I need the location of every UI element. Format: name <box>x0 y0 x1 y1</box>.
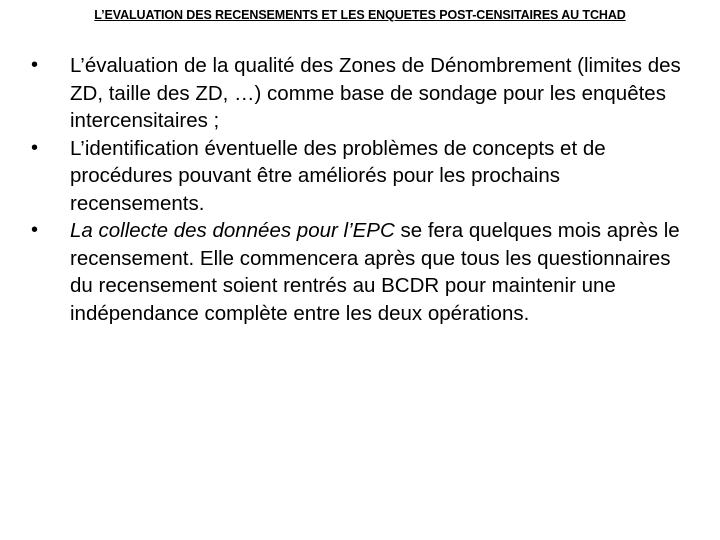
bullet-icon: • <box>31 54 39 76</box>
bullet-item-concepts <box>28 135 698 218</box>
bullet-emphasis: La collecte des données pour l’EPC <box>70 219 395 242</box>
slide-title: L’EVALUATION DES RECENSEMENTS ET LES ENQUETES POST-CENSITAIRES AU TCHAD <box>94 8 626 22</box>
bullet-icon: • <box>31 136 39 159</box>
bullet-item-zones <box>28 52 698 135</box>
bullet-list <box>28 52 698 327</box>
bullet-text: L’identification éventuelle des problèmes de concepts et de procédures pouvant être améliorés pour les prochains recensements. <box>70 136 606 215</box>
bullet-icon: • <box>31 219 39 241</box>
bullet-text: se fera quelques mois après le recensement. Elle commencera après que tous les questionnaires du recensement soient rentrés au BCDR pour maintenir une indépendance complète entre les deux opérations. <box>70 219 680 325</box>
bullet-text: L’évaluation de la qualité des Zones de Dénombrement (limites des ZD, taille des ZD, …) comme base de sondage pour les enquêtes intercensitaires ; <box>70 54 681 132</box>
bullet-item-collecte <box>28 217 698 327</box>
